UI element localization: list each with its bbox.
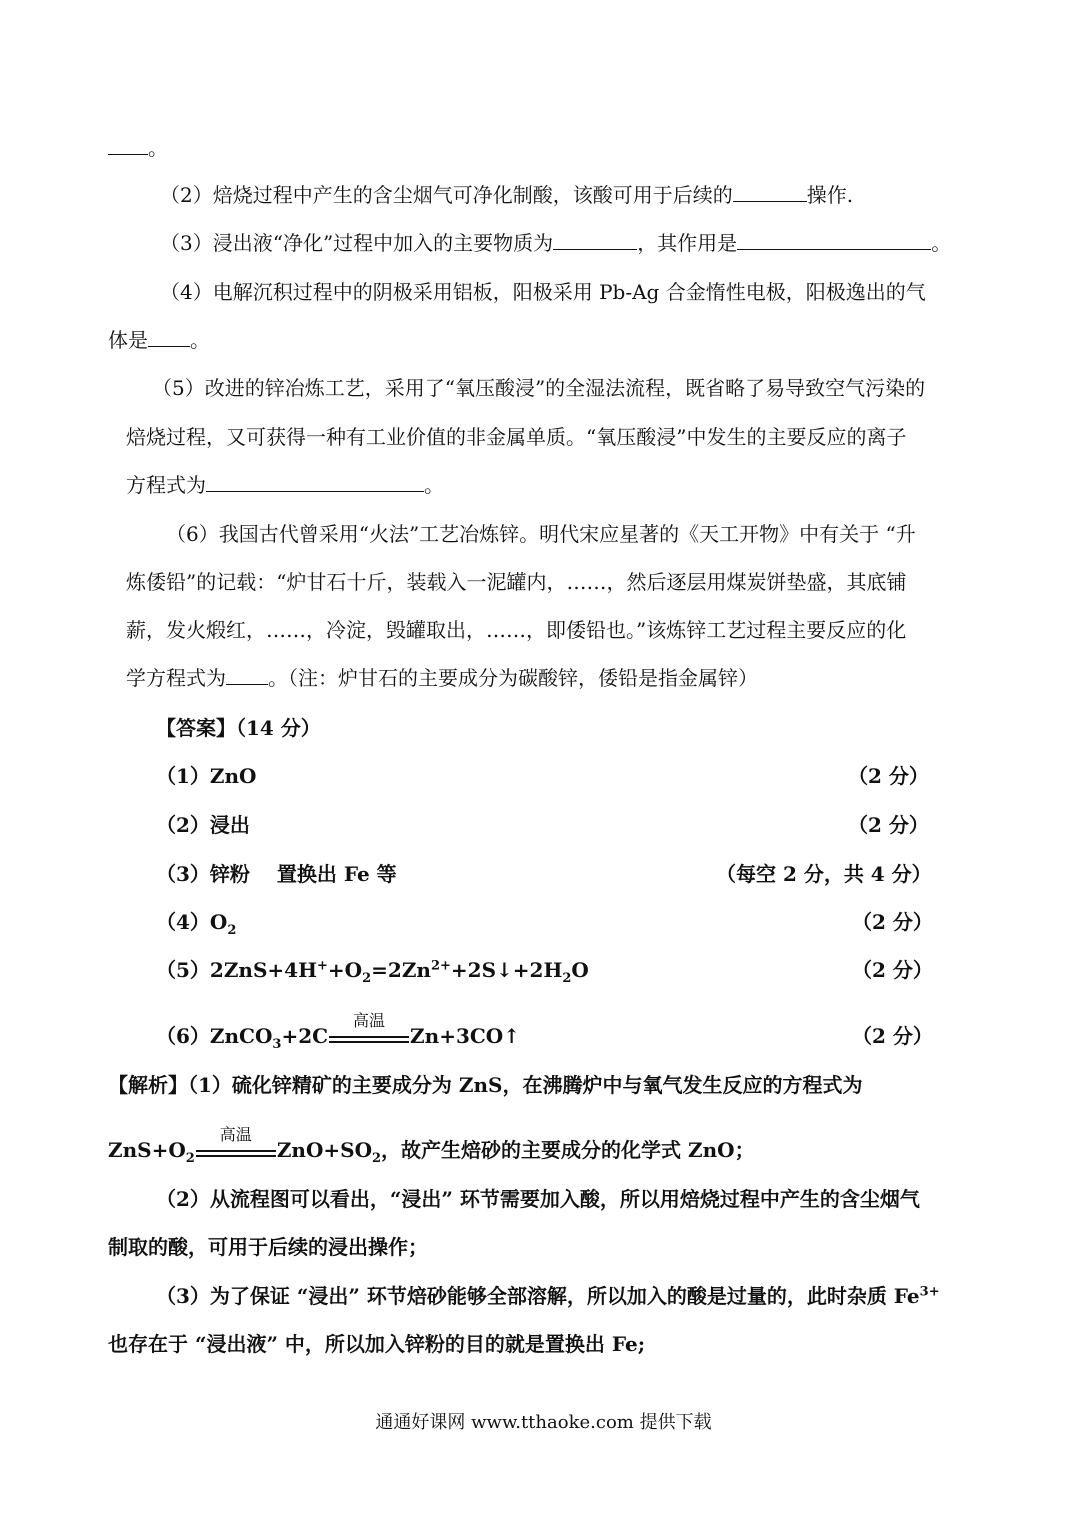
question-6-line-3: 薪，发火煅红，……，冷淀，毁罐取出，……，即倭铅也。”该炼锌工艺过程主要反应的化: [126, 618, 907, 642]
answer-1: （1）ZnO: [156, 764, 257, 788]
answer-2-score: （2 分）: [848, 813, 929, 837]
answer-blank: [226, 666, 268, 685]
answer-6: （6）ZnCO$_3$+2C 高温 Zn+3CO↑: [156, 1010, 520, 1052]
answer-3-score: （每空 2 分，共 4 分）: [716, 862, 932, 886]
answer-4: $(4)O_2$: [156, 910, 237, 938]
question-6-line-2: 炼倭铅”的记载：“炉甘石十斤，装载入一泥罐内，……，然后逐层用煤炭饼垫盛，其底铺: [126, 570, 907, 594]
question-4-line-2: 体是 。: [108, 328, 210, 352]
question-5-line-3: 方程式为 。: [126, 473, 444, 497]
analysis-line-1: 【解析】（1）硫化锌精矿的主要成分为 ZnS，在沸腾炉中与氧气发生反应的方程式为: [108, 1073, 863, 1097]
q1-tail: 。: [108, 134, 168, 162]
high-temperature-condition: 高温: [196, 1141, 276, 1163]
answer-3: （3）锌粉 置换出 Fe 等: [156, 862, 397, 886]
answer-blank: [206, 473, 424, 492]
question-3: （3）浸出液“净化”过程中加入的主要物质为 ，其作用是 。: [160, 231, 952, 255]
answer-blank: [733, 183, 807, 202]
question-6-line-1: （6）我国古代曾采用“火法”工艺冶炼锌。明代宋应星著的《天工开物》中有关于 “升: [166, 522, 916, 546]
analysis-line-3: （2）从流程图可以看出，“浸出” 环节需要加入酸，所以用焙烧过程中产生的含尘烟气: [156, 1187, 920, 1211]
answer-blank: [737, 231, 931, 250]
question-4-line-1: （4）电解沉积过程中的阴极采用铝板，阳极采用 Pb-Ag 合金惰性电极，阳极逸出的气: [160, 280, 926, 304]
question-6-line-4: 学方程式为 。（注：炉甘石的主要成分为碳酸锌，倭铅是指金属锌）: [126, 666, 758, 690]
question-5-line-2: 焙烧过程，又可获得一种有工业价值的非金属单质。“氧压酸浸”中发生的主要反应的离子: [126, 425, 907, 449]
answer-4-score: （2 分）: [852, 910, 933, 934]
analysis-line-6: 也存在于 “浸出液” 中，所以加入锌粉的目的就是置换出 Fe;: [108, 1332, 646, 1356]
analysis-line-2: $ZnS+O_2$ 高温 $ZnO+SO_2$，故产生焙砂的主要成分的化学式 ZnO；: [108, 1124, 755, 1166]
answer-blank: [108, 136, 148, 155]
answer-5: $(5)2ZnS+4H^++O_2=2Zn^{2+}+2S↓+2H_2O$: [156, 958, 589, 986]
question-2: （2）焙烧过程中产生的含尘烟气可净化制酸，该酸可用于后续的 操作.: [160, 183, 854, 207]
analysis-line-5: （3）为了保证 “浸出” 环节焙砂能够全部溶解，所以加入的酸是过量的，此时杂质 $Fe^{3+}$: [156, 1284, 940, 1308]
answer-6-score: （2 分）: [852, 1024, 933, 1048]
answer-blank: [553, 231, 637, 250]
answer-5-score: （2 分）: [852, 958, 933, 982]
analysis-line-4: 制取的酸，可用于后续的浸出操作；: [108, 1235, 428, 1259]
question-5-line-1: （5）改进的锌冶炼工艺，采用了“氧压酸浸”的全湿法流程，既省略了易导致空气污染的: [152, 376, 926, 400]
answer-header: 【答案】（14 分）: [156, 716, 321, 740]
answer-2: （2）浸出: [156, 813, 250, 837]
high-temperature-condition: 高温: [329, 1027, 409, 1049]
answer-blank: [148, 328, 190, 347]
answer-1-score: （2 分）: [848, 764, 929, 788]
page-footer: 通通好课网 www.tthaoke.com 提供下载: [375, 1412, 712, 1433]
